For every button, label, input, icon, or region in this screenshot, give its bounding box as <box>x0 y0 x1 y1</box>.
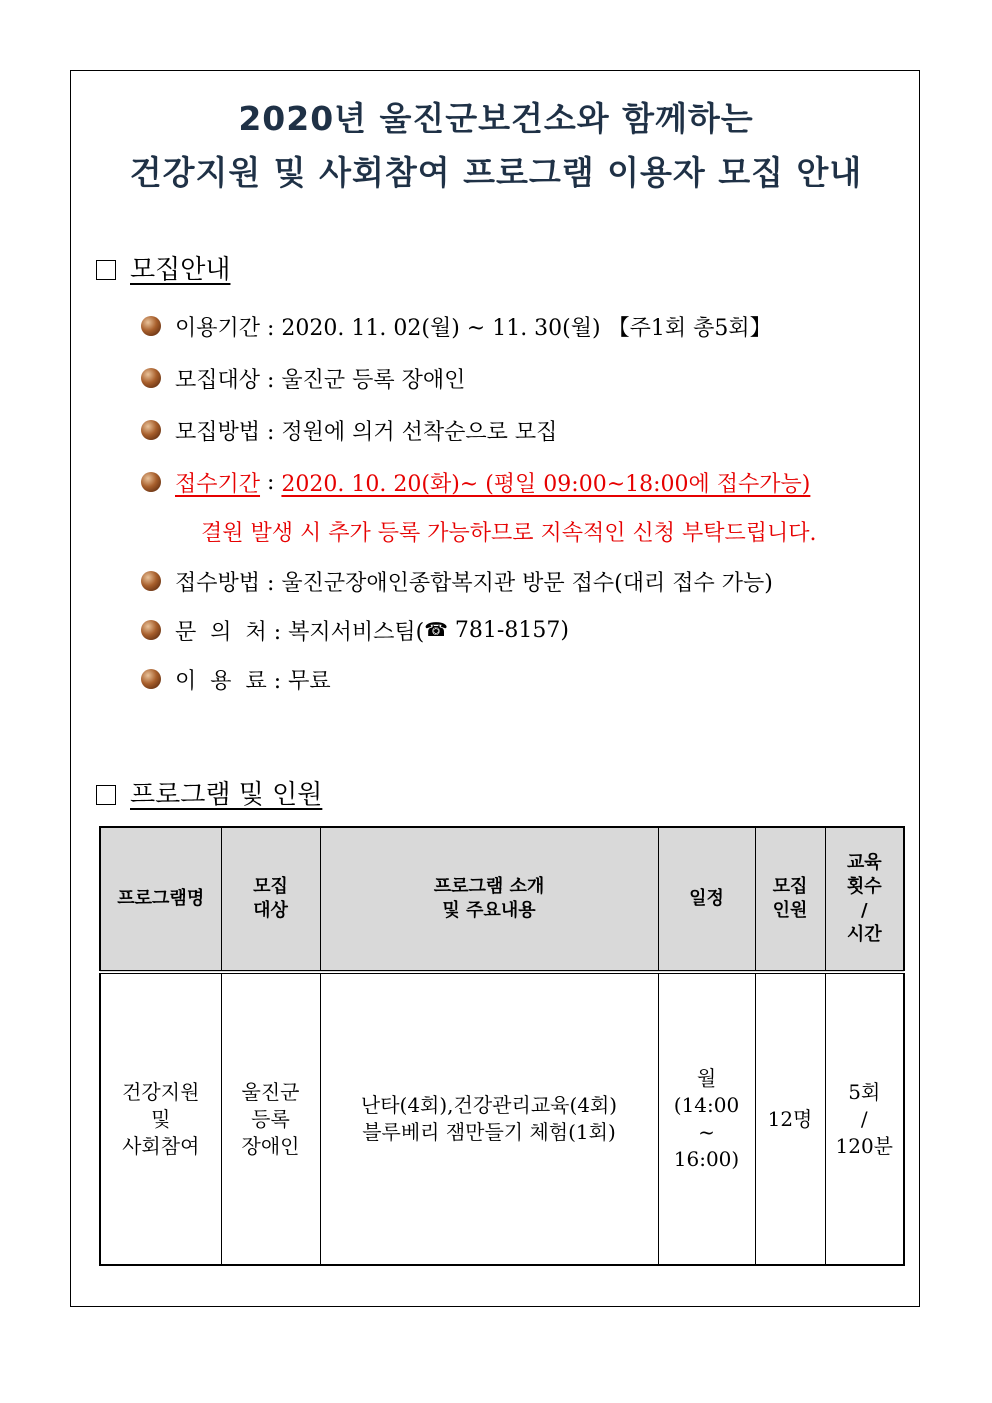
title-line-2: 건강지원 및 사회참여 프로그램 이용자 모집 안내 <box>129 153 863 192</box>
contact-prefix: 문 의 처 : 복지서비스팀( <box>175 619 425 645</box>
cell-target: 울진군 등록 장애인 <box>221 972 320 1265</box>
header-intro: 프로그램 소개 및 주요내용 <box>320 827 658 972</box>
sphere-bullet-icon <box>141 472 161 492</box>
header-schedule: 일정 <box>658 827 755 972</box>
cell-program-name: 건강지원 및 사회참여 <box>100 972 221 1265</box>
cell-count: 12명 <box>755 972 825 1265</box>
cell-sessions: 5회 / 120분 <box>825 972 904 1265</box>
item-method <box>141 413 557 447</box>
item-apply <box>141 564 773 598</box>
sphere-bullet-icon <box>141 669 161 689</box>
cell-schedule: 월 (14:00 ~ 16:00) <box>658 972 755 1265</box>
item-fee <box>141 662 331 696</box>
sphere-bullet-icon <box>141 420 161 440</box>
section-heading: 프로그램 및 인원 <box>130 780 323 810</box>
reception-colon: : <box>260 469 282 495</box>
sphere-bullet-icon <box>141 316 161 336</box>
program-table <box>99 826 905 1266</box>
item-contact <box>141 613 569 647</box>
empty-box-icon <box>96 785 116 805</box>
header-program-name: 프로그램명 <box>100 827 221 972</box>
header-count: 모집 인원 <box>755 827 825 972</box>
table-row <box>100 972 904 1265</box>
section-heading: 모집안내 <box>130 255 231 285</box>
section-recruitment <box>96 249 230 286</box>
sphere-bullet-icon <box>141 620 161 640</box>
title-line-1: 2020년 울진군보건소와 함께하는 <box>238 99 754 138</box>
sphere-bullet-icon <box>141 571 161 591</box>
item-text: 접수방법 : 울진군장애인종합복지관 방문 접수(대리 접수 가능) <box>175 570 773 596</box>
item-text: 이용기간 : 2020. 11. 02(월) ~ 11. 30(월) 【주1회 총5회】 <box>175 315 772 341</box>
item-text: 모집대상 : 울진군 등록 장애인 <box>175 367 466 393</box>
phone-icon: ☎ <box>424 619 448 641</box>
header-sessions: 교육 횟수 / 시간 <box>825 827 904 972</box>
header-target: 모집 대상 <box>221 827 320 972</box>
item-text: 이 용 료 : 무료 <box>175 668 331 694</box>
reception-note: 결원 발생 시 추가 등록 가능하므로 지속적인 신청 부탁드립니다. <box>201 521 817 546</box>
cell-intro: 난타(4회),건강관리교육(4회) 블루베리 잼만들기 체험(1회) <box>320 972 658 1265</box>
item-period <box>141 309 772 343</box>
item-target <box>141 361 465 395</box>
reception-label: 접수기간 <box>175 471 261 497</box>
notice-frame <box>70 70 920 1307</box>
contact-number: 781-8157) <box>447 617 569 643</box>
table-header-row <box>100 827 904 972</box>
reception-value: 2020. 10. 20(화)~ (평일 09:00~18:00에 접수가능) <box>281 471 811 497</box>
empty-box-icon <box>96 260 116 280</box>
section-program <box>96 774 322 811</box>
item-text: 모집방법 : 정원에 의거 선착순으로 모집 <box>175 419 558 445</box>
item-reception <box>141 465 810 499</box>
sphere-bullet-icon <box>141 368 161 388</box>
